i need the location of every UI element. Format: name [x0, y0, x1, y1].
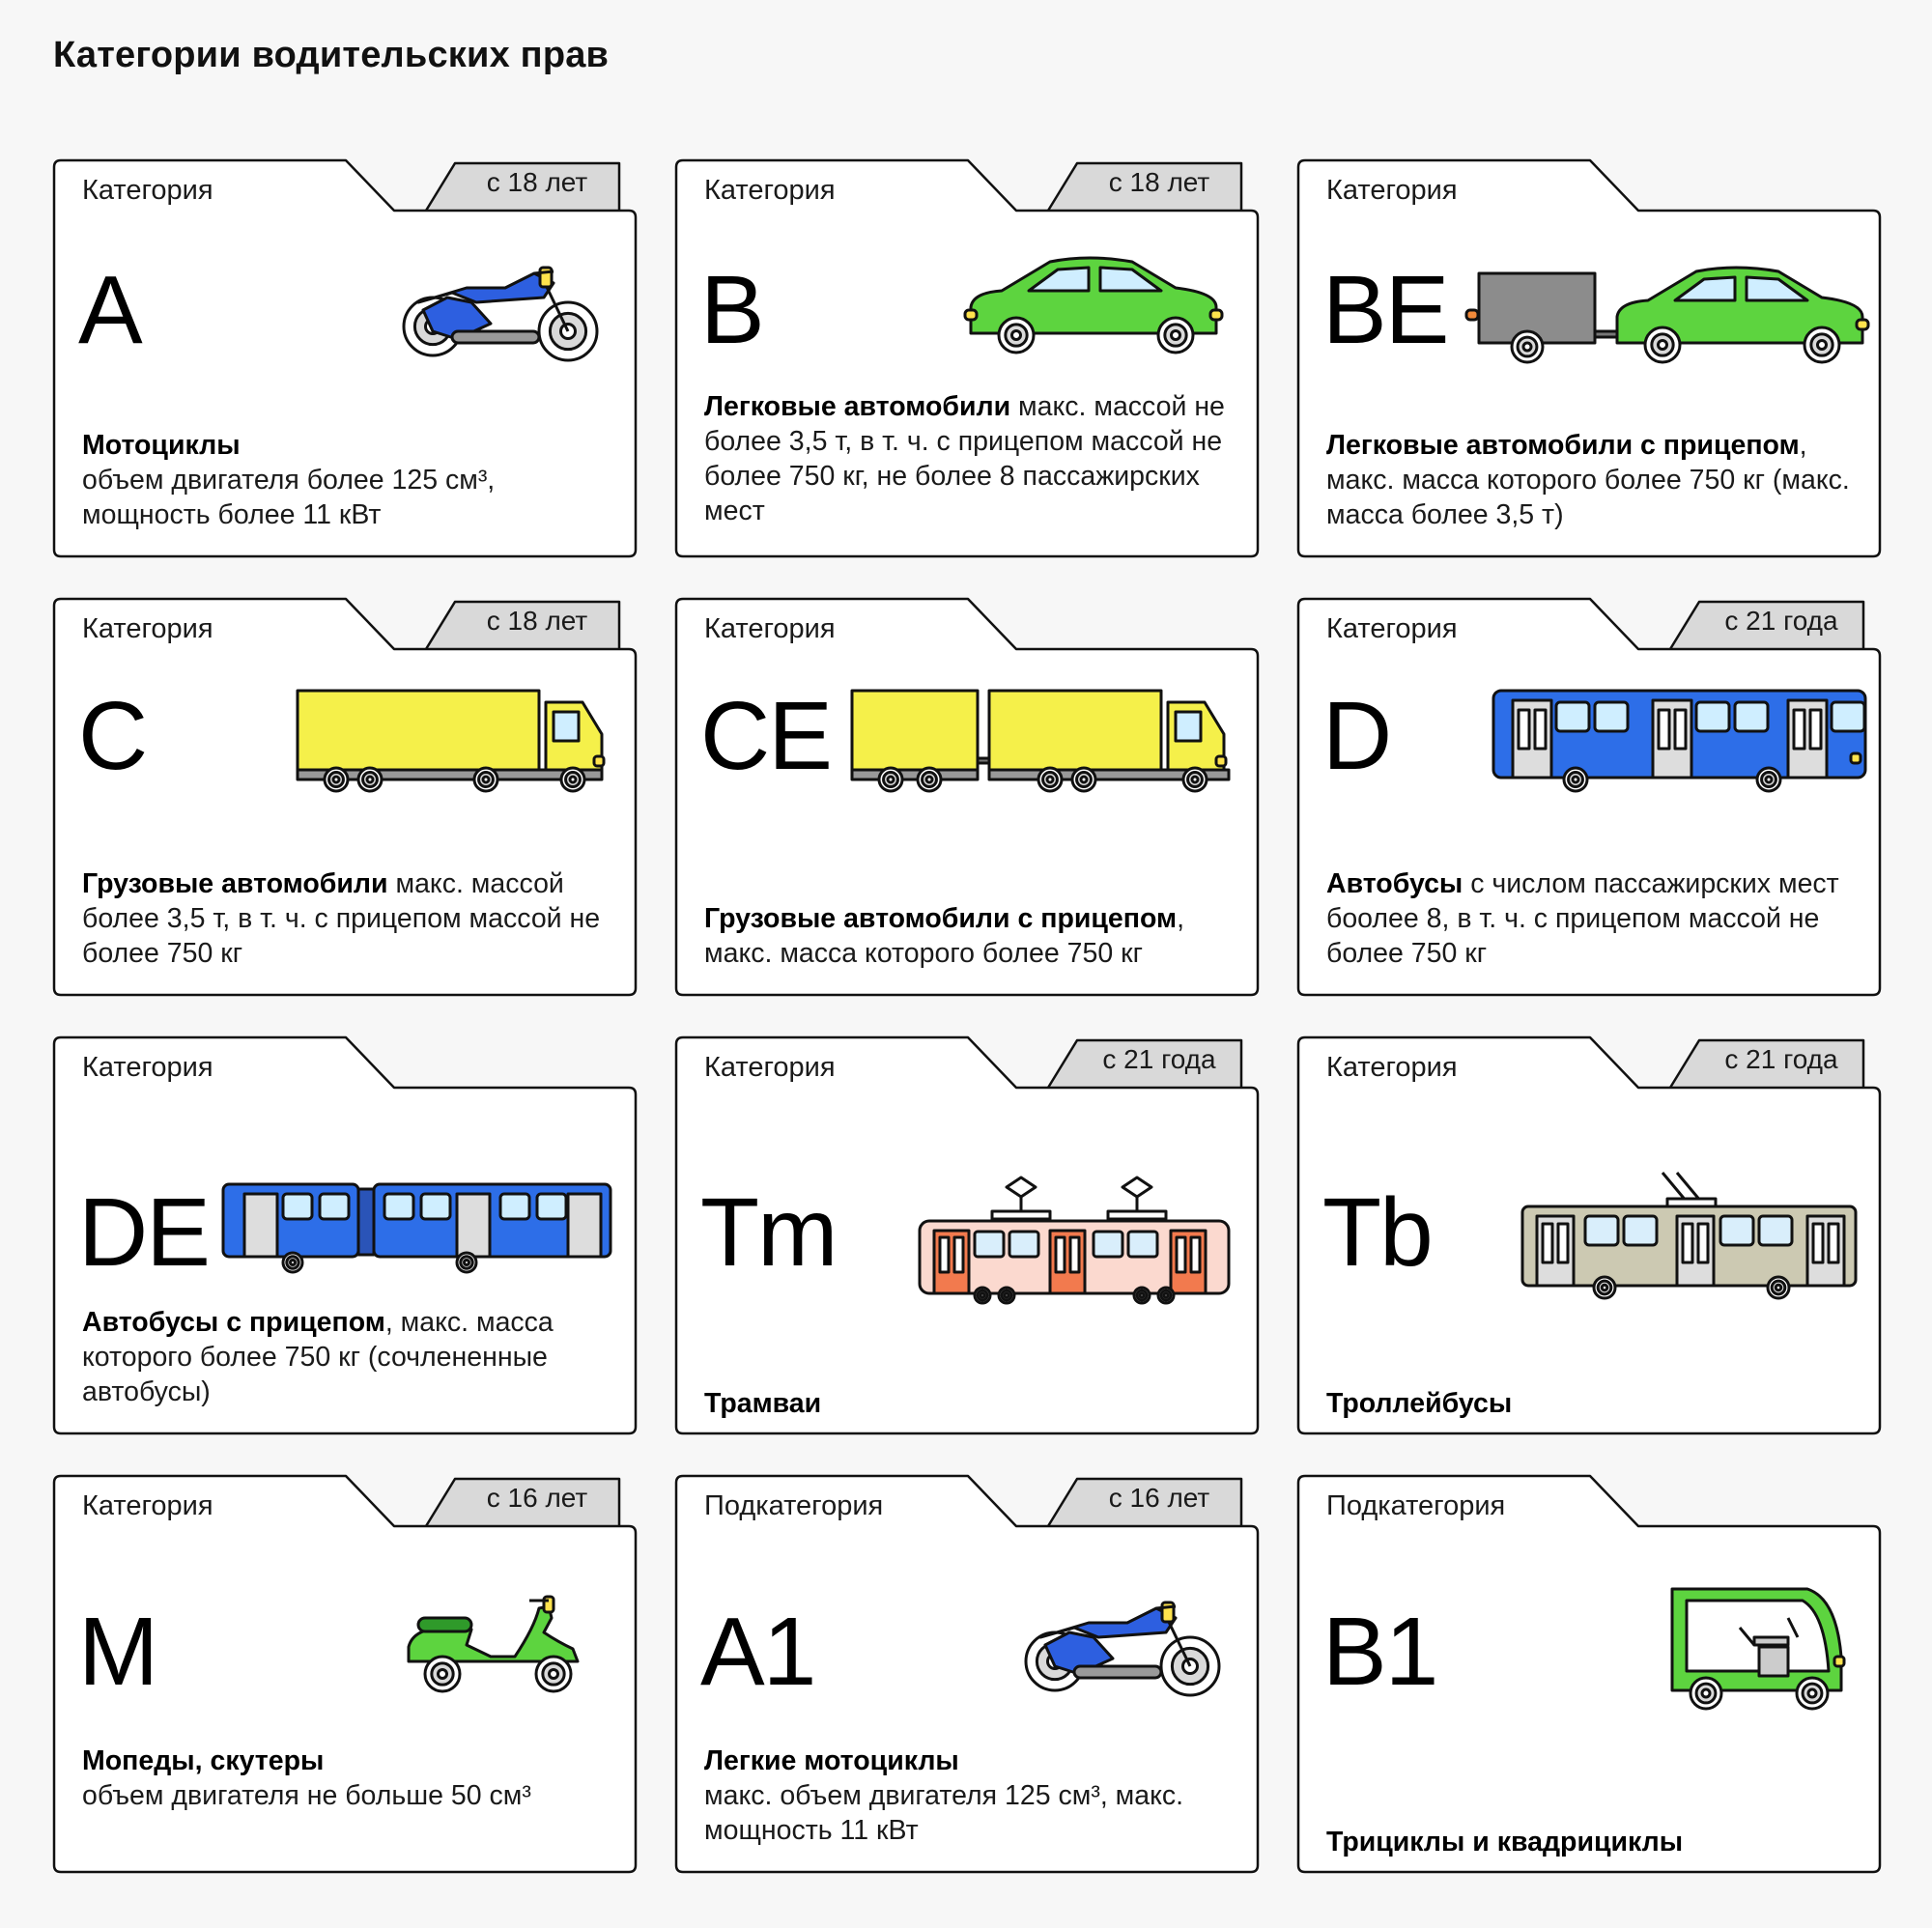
- category-description: [1326, 1386, 1856, 1421]
- category-description: [704, 1386, 1234, 1421]
- page-title: Категории водительских прав: [53, 35, 610, 75]
- scooter-icon: [399, 1589, 592, 1710]
- category-letter: Tm: [700, 1178, 837, 1287]
- description-separator: ,: [384, 1307, 401, 1338]
- description-bold: Трициклы и квадрициклы: [1326, 1827, 1684, 1857]
- category-letter: CE: [700, 682, 831, 790]
- description-text: объем двигателя более 125 см³, мощность более 11 кВт: [82, 465, 496, 530]
- age-badge: с 21 года: [1724, 1044, 1838, 1074]
- category-description: [1326, 1825, 1856, 1859]
- description-bold: Грузовые автомобили с прицепом: [704, 903, 1178, 934]
- category-kind: Категория: [82, 1490, 213, 1521]
- articulated-bus-icon: [220, 1179, 616, 1281]
- description-text: макс. масса которого более 750 кг: [704, 938, 1143, 969]
- age-badge: с 16 лет: [1108, 1483, 1210, 1513]
- age-badge: с 21 года: [1724, 606, 1838, 636]
- age-badge: с 18 лет: [486, 167, 588, 197]
- category-description: [704, 1744, 1234, 1848]
- truck-icon: [293, 681, 611, 802]
- description-separator: ,: [1177, 903, 1185, 934]
- description-bold: Грузовые автомобили: [82, 868, 388, 899]
- category-kind: Категория: [1326, 175, 1458, 206]
- age-badge: с 16 лет: [486, 1483, 588, 1513]
- category-card: [51, 1473, 639, 1875]
- description-text: макс. массой более 3,5 т, в т. ч. с прицепом массой не более 750 кг: [82, 868, 601, 969]
- category-description: [1326, 866, 1856, 971]
- category-letter: B: [700, 256, 763, 364]
- description-text: макс. масса которого более 750 кг (сочлененные автобусы): [82, 1307, 554, 1407]
- car-icon: [963, 254, 1224, 365]
- category-kind: Категория: [704, 613, 836, 644]
- description-bold: Мопеды, скутеры: [82, 1745, 325, 1776]
- category-card: [1295, 1035, 1883, 1436]
- category-letter: A1: [700, 1598, 815, 1706]
- light-motorcycle-icon: [1021, 1589, 1234, 1710]
- category-letter: Tb: [1322, 1178, 1432, 1287]
- description-text: объем двигателя не больше 50 см³: [82, 1780, 531, 1811]
- category-card: [673, 157, 1261, 559]
- category-kind: Категория: [1326, 613, 1458, 644]
- category-kind: Категория: [82, 1052, 213, 1083]
- category-letter: A: [78, 256, 141, 364]
- category-kind: Категория: [704, 175, 836, 206]
- truck-with-trailer-icon: [847, 681, 1243, 802]
- age-badge: с 18 лет: [1108, 167, 1210, 197]
- car-with-trailer-icon: [1464, 254, 1870, 375]
- category-description: [1326, 428, 1856, 532]
- description-text: с числом пассажирских мест боолее 8, в т. ч. с прицепом массой не более 750 кг: [1326, 868, 1839, 969]
- description-text: макс. массой не более 3,5 т, в т. ч. с прицепом массой не более 750 кг, не более 8 пассажирских мест: [704, 391, 1225, 526]
- category-description: [82, 1305, 611, 1409]
- motorcycle-icon: [399, 254, 611, 375]
- category-kind: Категория: [82, 175, 213, 206]
- description-separator: [1010, 391, 1018, 422]
- age-badge: с 21 года: [1102, 1044, 1216, 1074]
- description-separator: ,: [1799, 430, 1807, 461]
- description-bold: Трамваи: [704, 1388, 822, 1419]
- description-bold: Мотоциклы: [82, 430, 241, 461]
- description-bold: Автобусы с прицепом: [82, 1307, 385, 1338]
- category-kind: Подкатегория: [1326, 1490, 1506, 1521]
- description-separator: [1463, 868, 1470, 899]
- category-letter: M: [78, 1598, 157, 1706]
- category-card: [673, 596, 1261, 998]
- tricycle-icon: [1662, 1579, 1856, 1729]
- category-kind: Категория: [704, 1052, 836, 1083]
- description-bold: Троллейбусы: [1326, 1388, 1513, 1419]
- description-bold: Автобусы: [1326, 868, 1463, 899]
- category-kind: Категория: [1326, 1052, 1458, 1083]
- category-description: [82, 428, 611, 532]
- category-letter: B1: [1322, 1598, 1437, 1706]
- category-card: [1295, 596, 1883, 998]
- description-bold: Легкие мотоциклы: [704, 1745, 959, 1776]
- category-description: [82, 866, 611, 971]
- category-description: [704, 901, 1234, 971]
- category-card: [51, 1035, 639, 1436]
- category-card: [51, 157, 639, 559]
- category-card: [1295, 157, 1883, 559]
- bus-icon: [1489, 681, 1875, 802]
- description-text: макс. масса которого более 750 кг (макс. масса более 3,5 т): [1326, 465, 1850, 530]
- category-card: [1295, 1473, 1883, 1875]
- description-bold: Легковые автомобили: [704, 391, 1011, 422]
- category-kind: Подкатегория: [704, 1490, 884, 1521]
- description-bold: Легковые автомобили с прицепом: [1326, 430, 1800, 461]
- category-letter: C: [78, 682, 147, 790]
- category-description: [82, 1744, 611, 1813]
- category-letter: BE: [1322, 256, 1448, 364]
- category-letter: D: [1322, 682, 1391, 790]
- trolleybus-icon: [1518, 1168, 1865, 1308]
- tram-icon: [915, 1168, 1234, 1318]
- category-card: [51, 596, 639, 998]
- description-text: макс. объем двигателя 125 см³, макс. мощность 11 кВт: [704, 1780, 1184, 1846]
- category-card: [673, 1035, 1261, 1436]
- category-card: [673, 1473, 1261, 1875]
- category-kind: Категория: [82, 613, 213, 644]
- category-letter: DE: [78, 1178, 209, 1287]
- age-badge: с 18 лет: [486, 606, 588, 636]
- category-description: [704, 389, 1234, 528]
